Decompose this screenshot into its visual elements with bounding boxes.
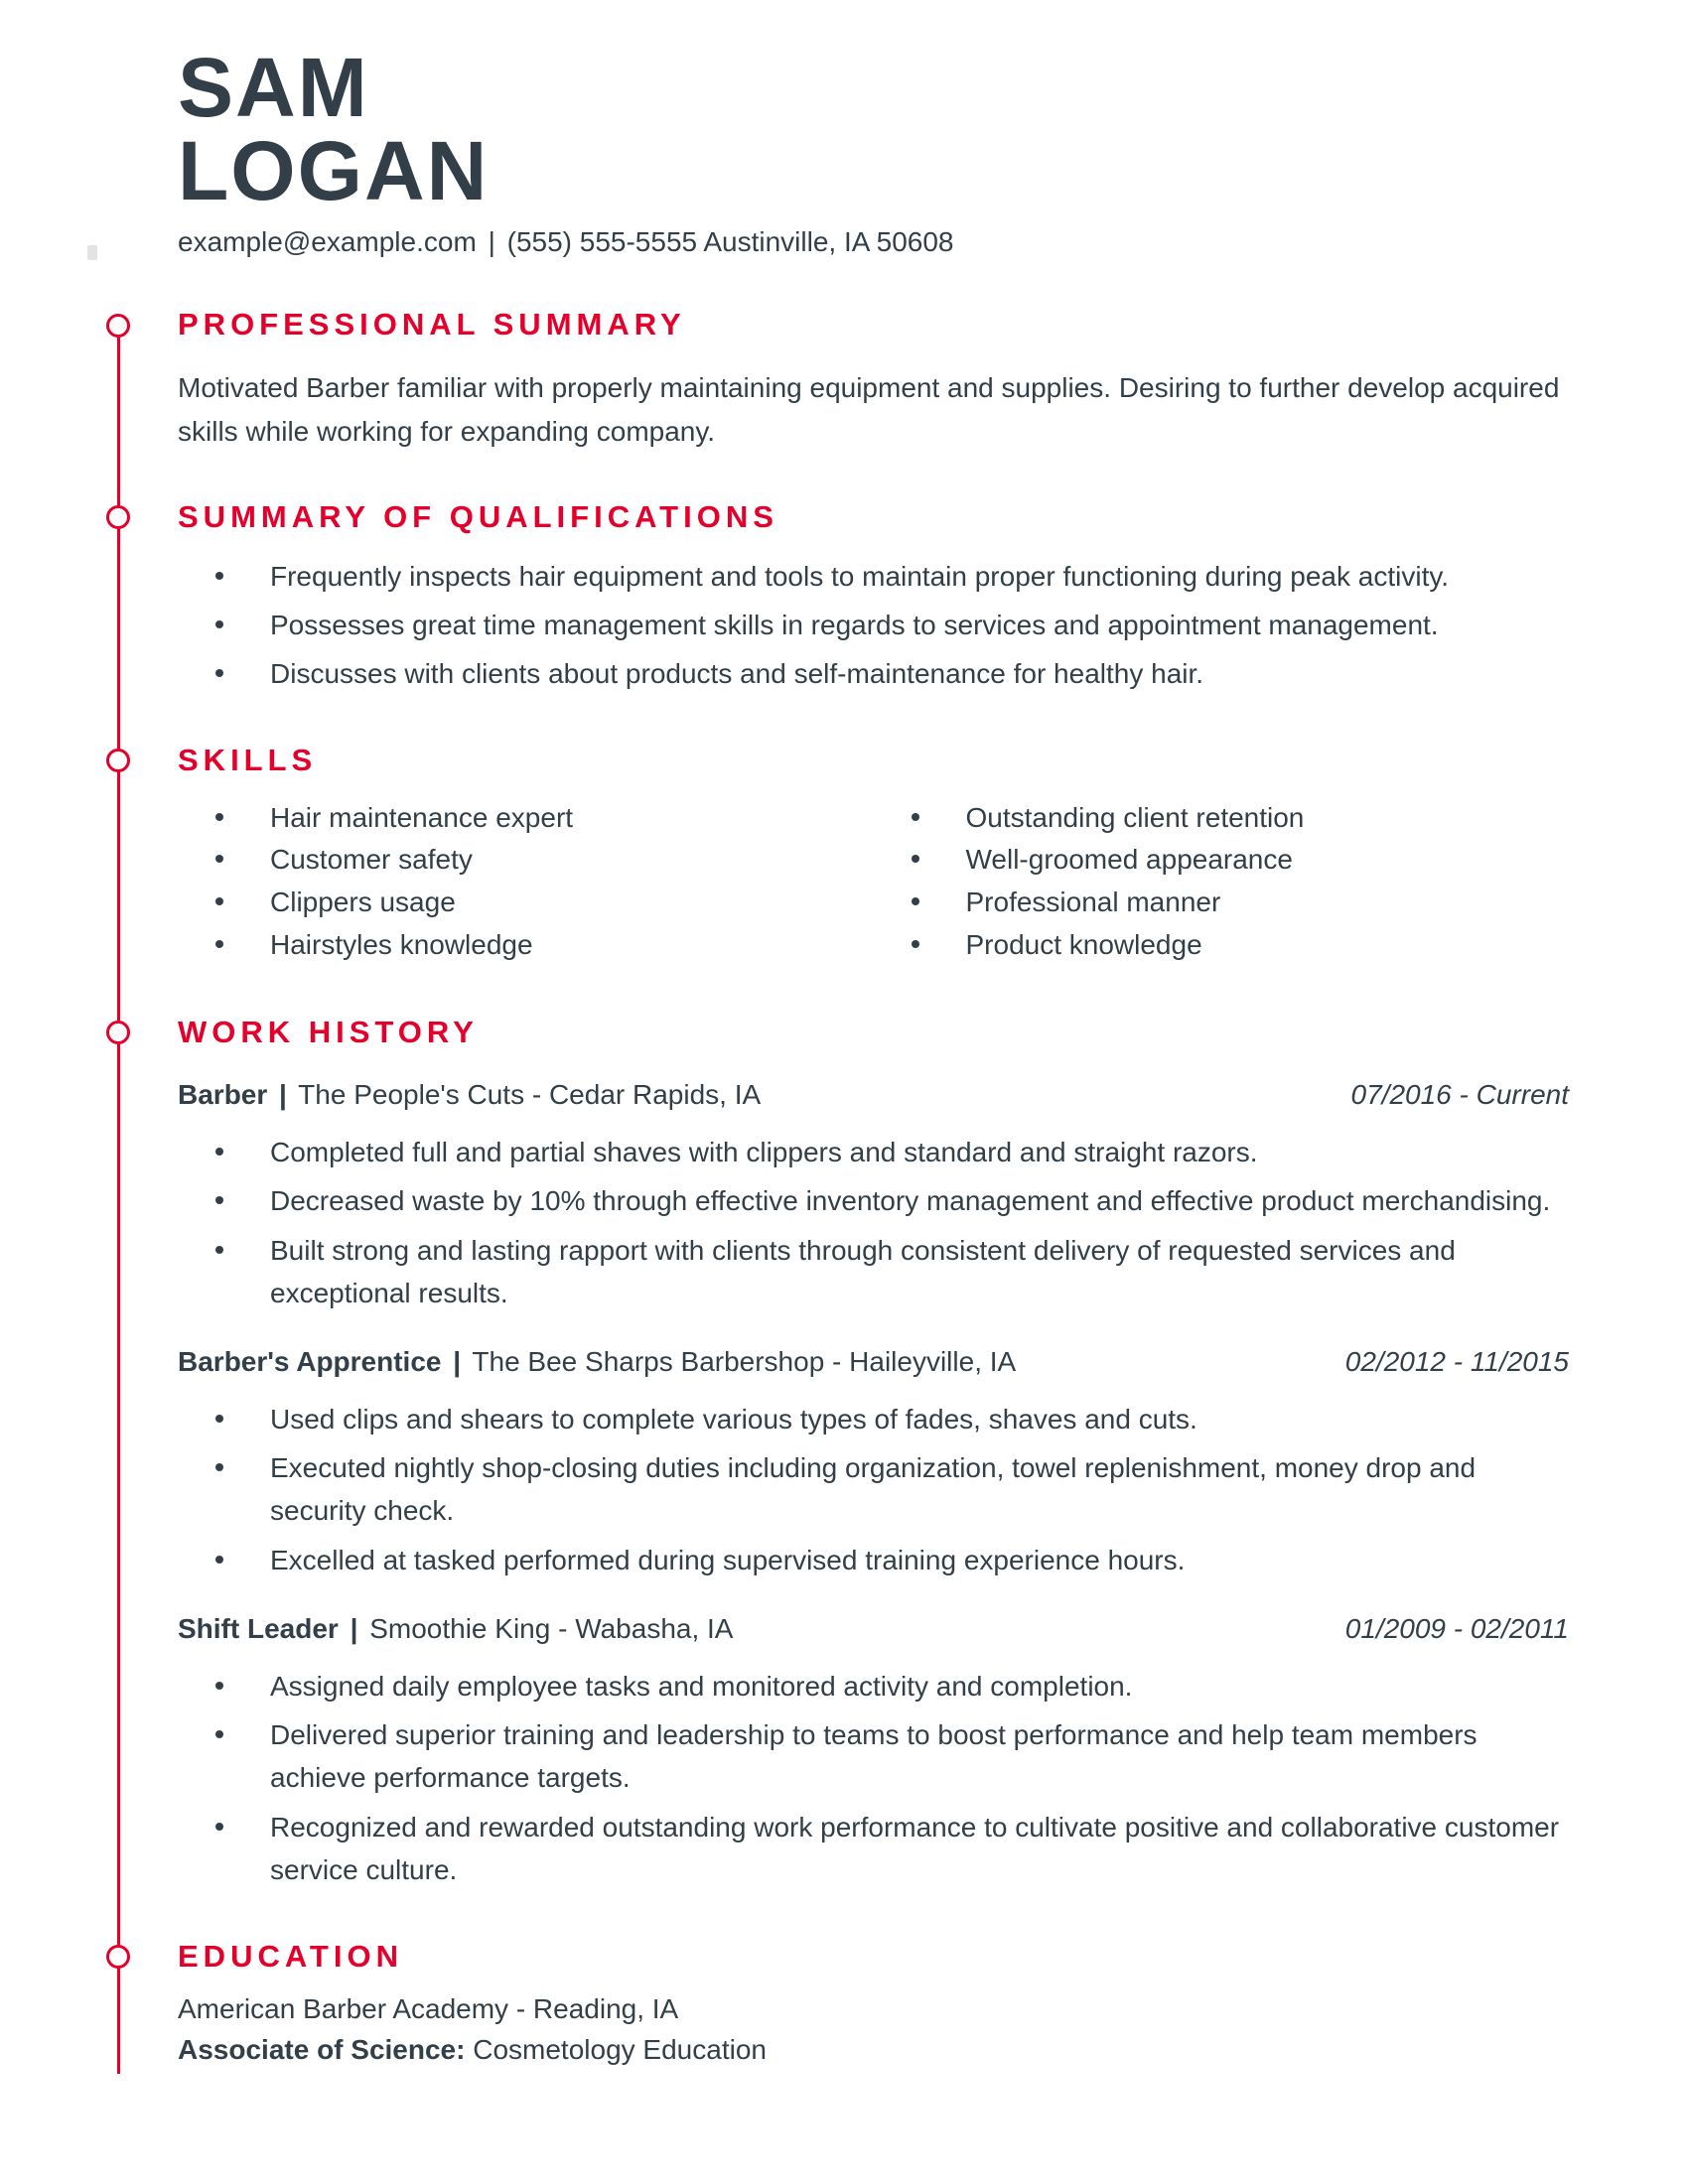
section-heading-row — [178, 1938, 1569, 1977]
contact-location: Austinville, IA 50608 — [703, 226, 954, 257]
job-dates: 07/2016 - Current — [1350, 1079, 1569, 1111]
bullet-icon — [912, 813, 919, 821]
section-heading-row — [178, 742, 1569, 780]
job-entry — [178, 1340, 1569, 1581]
bullet-icon — [215, 940, 223, 948]
list-item-text: Possesses great time management skills in regards to services and appointment management. — [270, 610, 1439, 641]
job-separator: | — [279, 1079, 287, 1111]
education-degree-detail: Cosmetology Education — [473, 2033, 767, 2065]
bullet-icon — [215, 1682, 223, 1690]
list-item — [178, 1131, 1569, 1173]
list-item-text: Frequently inspects hair equipment and tools to maintain proper functioning during peak activity. — [270, 560, 1450, 592]
section-work-history — [178, 1014, 1569, 1892]
skill-label: Product knowledge — [965, 928, 1202, 960]
qualifications-list — [178, 555, 1569, 696]
bullet-icon — [912, 940, 919, 948]
job-dates: 01/2009 - 02/2011 — [1344, 1613, 1569, 1645]
skills-grid — [178, 798, 1569, 968]
list-item-text: Recognized and rewarded outstanding work performance to cultivate positive and collaborative customer service culture. — [270, 1811, 1560, 1886]
list-item — [178, 1398, 1569, 1440]
job-entry — [178, 1073, 1569, 1314]
list-item — [178, 555, 1569, 598]
timeline-node-icon — [106, 505, 130, 529]
contact-separator: | — [488, 226, 495, 257]
job-title: Shift Leader — [178, 1613, 339, 1645]
bullet-icon — [215, 1463, 223, 1471]
section-heading-professional-summary: PROFESSIONAL SUMMARY — [178, 307, 686, 342]
list-item-text: Excelled at tasked performed during supervised training experience hours. — [270, 1544, 1186, 1575]
timeline-line — [117, 326, 120, 2074]
section-heading-row — [178, 306, 1569, 344]
job-header — [178, 1073, 1569, 1116]
list-item-text: Completed full and partial shaves with clippers and standard and straight razors. — [270, 1136, 1258, 1167]
list-item — [178, 1713, 1569, 1800]
job-bullet-list — [178, 1131, 1569, 1315]
education-school: American Barber Academy - Reading, IA — [178, 1993, 679, 2025]
bullet-icon — [215, 620, 223, 628]
timeline-node-icon — [106, 1945, 130, 1969]
contact-phone: (555) 555-5555 — [506, 226, 698, 257]
bullet-icon — [215, 1556, 223, 1564]
bullet-icon — [215, 1148, 223, 1156]
education-entry — [178, 1989, 1569, 2070]
list-item — [178, 1179, 1569, 1222]
section-heading-education: EDUCATION — [178, 1938, 403, 1974]
section-heading-skills: SKILLS — [178, 742, 318, 777]
bullet-icon — [215, 1823, 223, 1831]
bullet-icon — [215, 1246, 223, 1254]
job-dates: 02/2012 - 11/2015 — [1344, 1346, 1569, 1378]
list-item — [178, 1665, 1569, 1707]
education-degree-label: Associate of Science: — [178, 2033, 466, 2065]
margin-artifact-mark — [87, 245, 97, 260]
job-bullet-list — [178, 1665, 1569, 1892]
bullet-icon — [215, 855, 223, 863]
skill-label: Outstanding client retention — [965, 801, 1305, 833]
list-item — [178, 798, 874, 838]
skill-label: Clippers usage — [270, 887, 456, 918]
list-item — [178, 652, 1569, 695]
skill-label: Hair maintenance expert — [270, 801, 574, 833]
skill-label: Hairstyles knowledge — [270, 928, 533, 960]
bullet-icon — [912, 897, 919, 905]
list-item-text: Built strong and lasting rapport with clients through consistent delivery of requested services and exceptional results. — [270, 1234, 1456, 1308]
education-degree — [178, 2030, 1569, 2071]
skill-label: Customer safety — [270, 844, 473, 876]
bullet-icon — [215, 1415, 223, 1423]
list-item-text: Assigned daily employee tasks and monitored activity and completion. — [270, 1670, 1133, 1702]
job-company: Smoothie King - Wabasha, IA — [369, 1613, 734, 1645]
section-heading-work-history: WORK HISTORY — [178, 1014, 479, 1049]
timeline-node-icon — [106, 1021, 130, 1044]
list-item-text: Delivered superior training and leadership to teams to boost performance and help team members achieve performance targets. — [270, 1719, 1477, 1794]
job-title-line — [178, 1607, 733, 1650]
job-header — [178, 1607, 1569, 1650]
bullet-icon — [215, 897, 223, 905]
list-item — [874, 925, 1570, 965]
skill-label: Well-groomed appearance — [965, 844, 1293, 876]
name-line-1: SAM — [178, 41, 369, 134]
bullet-icon — [215, 572, 223, 580]
timeline-node-icon — [106, 749, 130, 772]
job-company: The People's Cuts - Cedar Rapids, IA — [298, 1079, 762, 1111]
list-item — [178, 883, 874, 922]
job-header — [178, 1340, 1569, 1383]
bullet-icon — [215, 813, 223, 821]
list-item-text: Used clips and shears to complete various types of fades, shaves and cuts. — [270, 1403, 1197, 1434]
list-item — [178, 840, 874, 880]
job-entry — [178, 1607, 1569, 1891]
bullet-icon — [215, 1196, 223, 1204]
list-item — [178, 1806, 1569, 1892]
professional-summary-text: Motivated Barber familiar with properly maintaining equipment and supplies. Desiring to further develop acquired skills while working for expanding company. — [178, 372, 1560, 447]
job-bullet-list — [178, 1398, 1569, 1582]
section-education — [178, 1938, 1569, 2071]
list-item — [874, 798, 1570, 838]
job-company: The Bee Sharps Barbershop - Haileyville, IA — [472, 1346, 1017, 1378]
list-item — [874, 883, 1570, 922]
list-item — [874, 840, 1570, 880]
contact-email: example@example.com — [178, 226, 477, 257]
section-skills — [178, 742, 1569, 968]
list-item — [178, 1539, 1569, 1581]
bullet-icon — [215, 669, 223, 677]
name-line-2: LOGAN — [178, 124, 490, 217]
list-item — [178, 604, 1569, 646]
list-item-text: Discusses with clients about products and self-maintenance for healthy hair. — [270, 658, 1204, 690]
bullet-icon — [215, 1730, 223, 1738]
skills-list-right — [874, 798, 1570, 968]
candidate-name — [178, 41, 1569, 217]
job-separator: | — [453, 1346, 462, 1378]
job-title: Barber's Apprentice — [178, 1346, 442, 1378]
section-heading-row — [178, 498, 1569, 537]
list-item-text: Executed nightly shop-closing duties including organization, towel replenishment, money drop and security check. — [270, 1452, 1477, 1527]
list-item — [178, 925, 874, 965]
contact-line — [178, 224, 1569, 260]
section-qualifications — [178, 498, 1569, 696]
list-item-text: Decreased waste by 10% through effective inventory management and effective product merchandising. — [270, 1185, 1551, 1217]
skill-label: Professional manner — [965, 887, 1221, 918]
list-item — [178, 1229, 1569, 1315]
section-professional-summary — [178, 306, 1569, 453]
job-title-line — [178, 1073, 761, 1116]
resume-header — [178, 41, 1569, 260]
section-heading-row — [178, 1014, 1569, 1052]
job-title-line — [178, 1340, 1016, 1383]
bullet-icon — [912, 855, 919, 863]
list-item — [178, 1446, 1569, 1533]
section-heading-qualifications: SUMMARY OF QUALIFICATIONS — [178, 498, 778, 534]
job-separator: | — [350, 1613, 358, 1645]
skills-list-left — [178, 798, 874, 968]
timeline-node-icon — [106, 314, 130, 338]
job-title: Barber — [178, 1079, 268, 1111]
